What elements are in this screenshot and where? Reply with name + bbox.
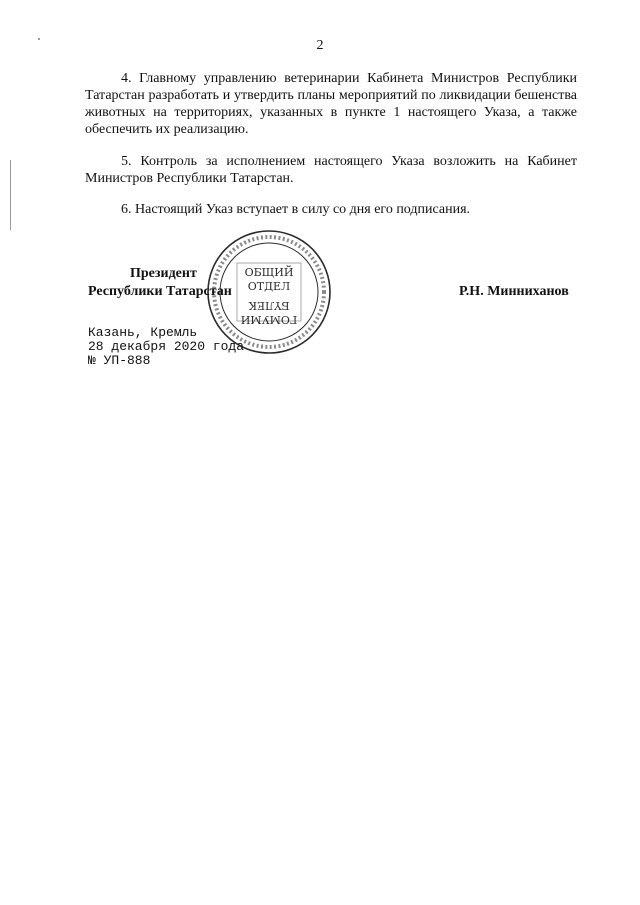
place-city: Казань, Кремль xyxy=(88,325,198,340)
page-number: 2 xyxy=(316,38,324,53)
paragraph-4 xyxy=(85,70,577,138)
seal-center-line-4: БҮЛЕК xyxy=(248,299,290,312)
decree-number: № УП-888 xyxy=(88,353,151,368)
signer-title-line-2: Республики Татарстан xyxy=(88,284,232,299)
seal-center-line-3: ГОМУМИ xyxy=(240,313,298,326)
paragraph-6 xyxy=(85,201,577,218)
seal-center-line-1: ОБЩИЙ xyxy=(244,266,294,279)
place-date-number-block xyxy=(88,326,244,368)
paragraph-4-text: 4. Главному управлению ветеринарии Кабинета Министров Республики Татарстан разработать и утвердить планы мероприятий по ликвидации бешенства животных на территориях, указанных в пункте 1 настоящего Указа, а также обеспечить их реализацию. xyxy=(85,71,577,137)
signer-name: Р.Н. Минниханов xyxy=(459,284,569,299)
paragraph-6-text: 6. Настоящий Указ вступает в силу со дня его подписания. xyxy=(121,202,471,217)
signer-title-line-1: Президент xyxy=(130,266,197,281)
paragraph-5 xyxy=(85,153,577,187)
scan-artifact xyxy=(10,160,11,230)
seal-center-line-2: ОТДЕЛ xyxy=(247,280,291,293)
paragraph-5-text: 5. Контроль за исполнением настоящего Указа возложить на Кабинет Министров Республики Татарстан. xyxy=(85,154,577,186)
decree-date: 28 декабря 2020 года xyxy=(88,339,245,354)
